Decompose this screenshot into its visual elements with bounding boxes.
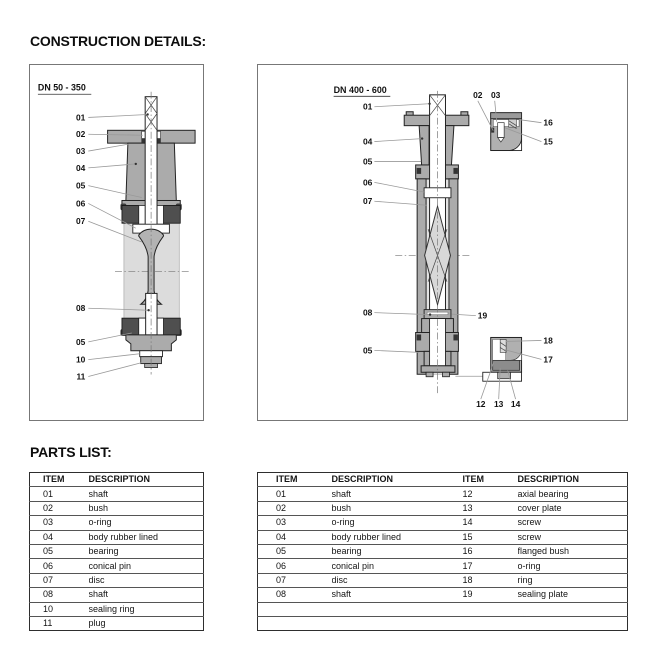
col-header-description: DESCRIPTION bbox=[331, 474, 394, 485]
callout-10: 10 bbox=[76, 354, 86, 365]
dn-range-label: DN 400 - 600 bbox=[333, 84, 387, 95]
cell-description: sealing ring bbox=[89, 602, 204, 616]
cell-description: bearing bbox=[89, 544, 204, 558]
page-title: CONSTRUCTION DETAILS: bbox=[30, 33, 206, 49]
table-row-blank bbox=[258, 602, 628, 616]
parts-table-right bbox=[257, 472, 628, 631]
cell-description: cover plate bbox=[518, 501, 628, 515]
callout-07: 07 bbox=[363, 196, 373, 207]
cell-description: axial bearing bbox=[518, 487, 628, 501]
callout-19: 19 bbox=[477, 310, 488, 321]
cell-description: shaft bbox=[332, 588, 463, 602]
cell-description: plug bbox=[89, 616, 204, 630]
cell-item: 05 bbox=[258, 544, 332, 558]
cell-description: body rubber lined bbox=[332, 530, 463, 544]
valve-drawing-dn400-600 bbox=[258, 65, 627, 420]
cell-description: disc bbox=[332, 573, 463, 587]
cell-description: shaft bbox=[332, 487, 463, 501]
callout-06: 06 bbox=[76, 198, 86, 209]
callout-labels bbox=[76, 112, 86, 381]
callout-05b: 05 bbox=[363, 345, 373, 356]
cell-item: 16 bbox=[463, 544, 518, 558]
cell-description: shaft bbox=[89, 487, 204, 501]
cell-item: 06 bbox=[258, 559, 332, 573]
table-row bbox=[258, 559, 628, 573]
table-row bbox=[30, 602, 204, 616]
callout-08: 08 bbox=[363, 307, 373, 318]
table-row bbox=[258, 544, 628, 558]
col-header-description: DESCRIPTION bbox=[88, 474, 151, 485]
cell-description: disc bbox=[89, 573, 204, 587]
callout-04: 04 bbox=[76, 162, 86, 173]
parts-table-left bbox=[29, 472, 204, 631]
table-row bbox=[30, 487, 204, 501]
cell-item: 03 bbox=[258, 516, 332, 530]
table-header-row bbox=[30, 473, 204, 487]
callout-08: 08 bbox=[76, 303, 86, 314]
cell-description: body rubber lined bbox=[89, 530, 204, 544]
cell-description: o-ring bbox=[89, 516, 204, 530]
table-row bbox=[30, 573, 204, 587]
callout-05: 05 bbox=[363, 156, 373, 167]
cell-item: 07 bbox=[258, 573, 332, 587]
table-row bbox=[258, 530, 628, 544]
cell-description: bush bbox=[89, 501, 204, 515]
cell-description: conical pin bbox=[89, 559, 204, 573]
col-header-item: ITEM bbox=[43, 474, 65, 485]
detail-inset-top bbox=[491, 113, 522, 151]
table-row bbox=[258, 573, 628, 587]
valve-drawing-dn50-350 bbox=[30, 65, 203, 420]
callout-01: 01 bbox=[363, 101, 373, 112]
callout-05: 05 bbox=[76, 180, 86, 191]
callout-16: 16 bbox=[543, 117, 553, 128]
cell-item: 08 bbox=[30, 588, 89, 602]
callout-18: 18 bbox=[543, 335, 553, 346]
diagram-box-dn50-350 bbox=[29, 64, 204, 421]
table-header-row bbox=[258, 473, 628, 487]
cell-description: ring bbox=[518, 573, 628, 587]
cell-description: bush bbox=[332, 501, 463, 515]
dn-range-label: DN 50 - 350 bbox=[37, 82, 86, 93]
callout-07: 07 bbox=[76, 216, 86, 227]
cell-description: o-ring bbox=[518, 559, 628, 573]
cell-item: 18 bbox=[463, 573, 518, 587]
cell-description: o-ring bbox=[332, 516, 463, 530]
cell-description: screw bbox=[518, 516, 628, 530]
cell-description: screw bbox=[518, 530, 628, 544]
cell-item: 08 bbox=[258, 588, 332, 602]
callout-03: 03 bbox=[76, 146, 86, 157]
table-row bbox=[30, 588, 204, 602]
cell-item: 03 bbox=[30, 516, 89, 530]
cell-description: sealing plate bbox=[518, 588, 628, 602]
callout-04: 04 bbox=[363, 136, 373, 147]
cell-item: 01 bbox=[258, 487, 332, 501]
callout-05b: 05 bbox=[76, 336, 86, 347]
lower-housing bbox=[416, 319, 459, 377]
cell-item: 11 bbox=[30, 616, 89, 630]
diagram-box-dn400-600 bbox=[257, 64, 628, 421]
cell-item: 14 bbox=[463, 516, 518, 530]
cell-item: 01 bbox=[30, 487, 89, 501]
cell-item: 07 bbox=[30, 573, 89, 587]
cell-item: 02 bbox=[258, 501, 332, 515]
table-row bbox=[258, 487, 628, 501]
table-row bbox=[258, 588, 628, 602]
cell-item: 05 bbox=[30, 544, 89, 558]
detail-inset-bottom bbox=[483, 337, 522, 381]
callout-03: 03 bbox=[491, 89, 501, 100]
callout-01: 01 bbox=[76, 112, 86, 123]
cell-item: 13 bbox=[463, 501, 518, 515]
callout-14: 14 bbox=[510, 399, 521, 410]
parts-list-title: PARTS LIST: bbox=[30, 444, 112, 460]
table-row bbox=[258, 516, 628, 530]
callout-02: 02 bbox=[76, 129, 86, 140]
cell-item: 17 bbox=[463, 559, 518, 573]
dn-label bbox=[38, 83, 91, 94]
table-row-blank bbox=[258, 616, 628, 630]
table-row bbox=[30, 516, 204, 530]
callout-02: 02 bbox=[473, 89, 483, 100]
cell-item: 04 bbox=[30, 530, 89, 544]
col-header-description: DESCRIPTION bbox=[517, 474, 580, 485]
table-row bbox=[30, 530, 204, 544]
cell-description: bearing bbox=[332, 544, 463, 558]
dn-label bbox=[334, 85, 391, 96]
callout-12: 12 bbox=[476, 399, 486, 410]
cell-item: 02 bbox=[30, 501, 89, 515]
cell-description: conical pin bbox=[332, 559, 463, 573]
callout-17: 17 bbox=[543, 354, 553, 365]
table-row bbox=[258, 501, 628, 515]
cell-item: 12 bbox=[463, 487, 518, 501]
cell-item: 19 bbox=[463, 588, 518, 602]
cell-item: 04 bbox=[258, 530, 332, 544]
col-header-item: ITEM bbox=[276, 474, 298, 485]
table-row bbox=[30, 559, 204, 573]
table-row bbox=[30, 544, 204, 558]
table-row bbox=[30, 501, 204, 515]
cell-item: 06 bbox=[30, 559, 89, 573]
callout-13: 13 bbox=[493, 399, 504, 410]
callout-11: 11 bbox=[76, 371, 86, 382]
table-row bbox=[30, 616, 204, 630]
callout-06: 06 bbox=[363, 177, 373, 188]
cell-item: 10 bbox=[30, 602, 89, 616]
col-header-item: ITEM bbox=[462, 474, 484, 485]
cell-description: shaft bbox=[89, 588, 204, 602]
cell-item: 15 bbox=[463, 530, 518, 544]
cell-description: flanged bush bbox=[518, 544, 628, 558]
callout-15: 15 bbox=[543, 136, 553, 147]
